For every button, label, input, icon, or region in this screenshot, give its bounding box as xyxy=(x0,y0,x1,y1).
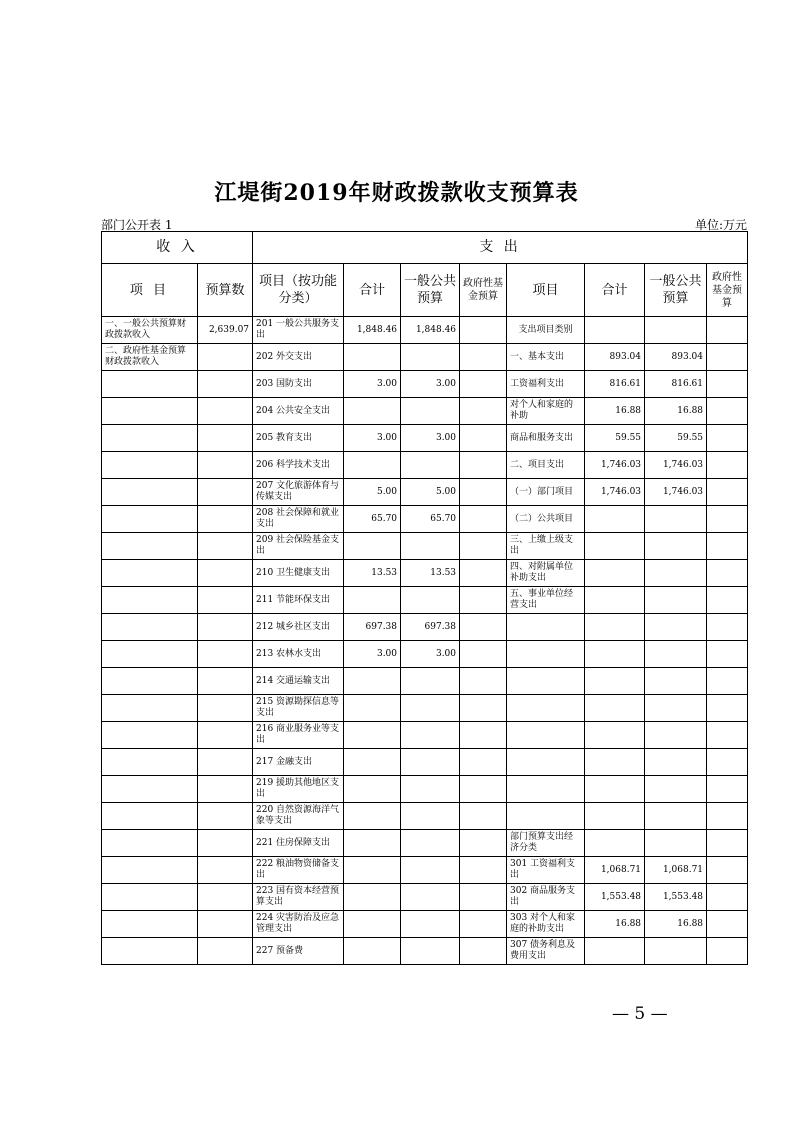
cell-econ-total xyxy=(585,830,645,857)
cell-econ-general: 893.04 xyxy=(645,344,707,371)
cell-econ-fund xyxy=(707,695,748,722)
cell-func-total: 5.00 xyxy=(344,479,401,506)
cell-econ-total: 1,068.71 xyxy=(585,857,645,884)
table-row xyxy=(102,641,748,668)
cell-func-total: 1,848.46 xyxy=(344,317,401,344)
table-row xyxy=(102,317,748,344)
cell-func-general xyxy=(401,749,460,776)
cell-econ-fund xyxy=(707,641,748,668)
cell-func-general xyxy=(401,884,460,911)
cell-func-item: 214 交通运输支出 xyxy=(253,668,344,695)
cell-econ-item: 307 债务利息及费用支出 xyxy=(507,938,585,965)
cell-func-item: 201 一般公共服务支出 xyxy=(253,317,344,344)
cell-func-fund xyxy=(460,560,507,587)
table-row xyxy=(102,371,748,398)
cell-econ-total xyxy=(585,614,645,641)
table-row xyxy=(102,911,748,938)
cell-func-item: 221 住房保障支出 xyxy=(253,830,344,857)
cell-income-item xyxy=(102,776,198,803)
cell-func-general: 1,848.46 xyxy=(401,317,460,344)
cell-econ-item: 商品和服务支出 xyxy=(507,425,585,452)
cell-income-item xyxy=(102,749,198,776)
cell-func-general xyxy=(401,533,460,560)
cell-func-general xyxy=(401,911,460,938)
cell-econ-total xyxy=(585,722,645,749)
cell-econ-fund xyxy=(707,317,748,344)
cell-econ-item: 三、上缴上级支出 xyxy=(507,533,585,560)
cell-econ-item xyxy=(507,803,585,830)
cell-econ-total xyxy=(585,533,645,560)
cell-econ-general xyxy=(645,938,707,965)
cell-econ-general xyxy=(645,830,707,857)
cell-func-fund xyxy=(460,803,507,830)
cell-income-budget xyxy=(198,803,253,830)
cell-func-item: 205 教育支出 xyxy=(253,425,344,452)
cell-econ-fund xyxy=(707,830,748,857)
cell-income-budget xyxy=(198,425,253,452)
cell-econ-item: （二）公共项目 xyxy=(507,506,585,533)
table-row xyxy=(102,830,748,857)
cell-econ-total xyxy=(585,938,645,965)
cell-econ-total xyxy=(585,587,645,614)
cell-func-item: 227 预备费 xyxy=(253,938,344,965)
cell-income-budget xyxy=(198,857,253,884)
cell-func-general xyxy=(401,830,460,857)
cell-econ-item xyxy=(507,776,585,803)
cell-income-item xyxy=(102,911,198,938)
cell-econ-general: 1,553.48 xyxy=(645,884,707,911)
cell-econ-fund xyxy=(707,479,748,506)
cell-income-item xyxy=(102,479,198,506)
cell-econ-item xyxy=(507,749,585,776)
cell-func-fund xyxy=(460,884,507,911)
cell-func-total: 13.53 xyxy=(344,560,401,587)
cell-econ-total: 16.88 xyxy=(585,911,645,938)
cell-econ-total xyxy=(585,317,645,344)
cell-func-total xyxy=(344,857,401,884)
cell-income-budget xyxy=(198,695,253,722)
cell-func-item: 220 自然资源海洋气象等支出 xyxy=(253,803,344,830)
cell-income-budget xyxy=(198,371,253,398)
cell-econ-total xyxy=(585,695,645,722)
cell-econ-item: 对个人和家庭的补助 xyxy=(507,398,585,425)
cell-econ-total: 816.61 xyxy=(585,371,645,398)
cell-func-total: 65.70 xyxy=(344,506,401,533)
table-row xyxy=(102,560,748,587)
cell-func-general xyxy=(401,695,460,722)
cell-func-item: 222 粮油物资储备支出 xyxy=(253,857,344,884)
cell-func-general xyxy=(401,344,460,371)
cell-econ-general: 59.55 xyxy=(645,425,707,452)
cell-func-total xyxy=(344,587,401,614)
table-row xyxy=(102,884,748,911)
cell-func-general xyxy=(401,776,460,803)
cell-econ-general: 16.88 xyxy=(645,911,707,938)
cell-func-general: 13.53 xyxy=(401,560,460,587)
cell-func-fund xyxy=(460,830,507,857)
cell-income-budget xyxy=(198,398,253,425)
cell-income-item xyxy=(102,587,198,614)
cell-func-total xyxy=(344,884,401,911)
cell-econ-fund xyxy=(707,425,748,452)
cell-econ-general xyxy=(645,803,707,830)
income-group-header: 收 入 xyxy=(102,232,253,264)
cell-econ-general xyxy=(645,722,707,749)
cell-income-item xyxy=(102,830,198,857)
cell-func-general xyxy=(401,452,460,479)
table-row xyxy=(102,344,748,371)
cell-func-total: 3.00 xyxy=(344,641,401,668)
cell-econ-general: 1,746.03 xyxy=(645,479,707,506)
cell-income-budget xyxy=(198,479,253,506)
cell-econ-general xyxy=(645,533,707,560)
cell-econ-general xyxy=(645,668,707,695)
cell-econ-total xyxy=(585,776,645,803)
cell-econ-total: 1,553.48 xyxy=(585,884,645,911)
cell-econ-fund xyxy=(707,371,748,398)
table-row xyxy=(102,695,748,722)
table-row xyxy=(102,452,748,479)
cell-income-budget xyxy=(198,641,253,668)
table-row xyxy=(102,938,748,965)
cell-func-fund xyxy=(460,344,507,371)
cell-income-budget xyxy=(198,614,253,641)
table-code: 部门公开表 1 xyxy=(101,218,173,232)
cell-econ-general xyxy=(645,776,707,803)
cell-econ-total xyxy=(585,560,645,587)
cell-econ-fund xyxy=(707,587,748,614)
cell-func-fund xyxy=(460,749,507,776)
cell-econ-fund xyxy=(707,344,748,371)
cell-func-total: 3.00 xyxy=(344,371,401,398)
col-econ-general: 一般公共预算 xyxy=(645,264,707,317)
table-row xyxy=(102,479,748,506)
cell-func-item: 210 卫生健康支出 xyxy=(253,560,344,587)
cell-econ-general: 1,746.03 xyxy=(645,452,707,479)
cell-econ-fund xyxy=(707,722,748,749)
cell-func-fund xyxy=(460,587,507,614)
cell-func-item: 213 农林水支出 xyxy=(253,641,344,668)
cell-func-fund xyxy=(460,425,507,452)
cell-func-fund xyxy=(460,452,507,479)
cell-econ-item: （一）部门项目 xyxy=(507,479,585,506)
cell-econ-general xyxy=(645,749,707,776)
cell-econ-total: 893.04 xyxy=(585,344,645,371)
cell-func-total xyxy=(344,344,401,371)
cell-income-budget xyxy=(198,911,253,938)
cell-income-item: 一、一般公共预算财政拨款收入 xyxy=(102,317,198,344)
cell-func-item: 212 城乡社区支出 xyxy=(253,614,344,641)
cell-econ-general xyxy=(645,614,707,641)
cell-func-total xyxy=(344,911,401,938)
cell-econ-item: 支出项目类别 xyxy=(507,317,585,344)
cell-income-item xyxy=(102,641,198,668)
cell-econ-item: 部门预算支出经济分类 xyxy=(507,830,585,857)
table-row xyxy=(102,533,748,560)
cell-econ-general xyxy=(645,560,707,587)
cell-func-item: 204 公共安全支出 xyxy=(253,398,344,425)
cell-func-fund xyxy=(460,668,507,695)
cell-income-item xyxy=(102,614,198,641)
cell-econ-fund xyxy=(707,803,748,830)
cell-econ-fund xyxy=(707,911,748,938)
cell-econ-general xyxy=(645,587,707,614)
cell-econ-total: 59.55 xyxy=(585,425,645,452)
cell-func-general: 65.70 xyxy=(401,506,460,533)
cell-func-total xyxy=(344,668,401,695)
cell-func-total xyxy=(344,695,401,722)
cell-func-item: 203 国防支出 xyxy=(253,371,344,398)
cell-econ-fund xyxy=(707,452,748,479)
table-row xyxy=(102,776,748,803)
cell-econ-total: 1,746.03 xyxy=(585,479,645,506)
cell-econ-item: 303 对个人和家庭的补助支出 xyxy=(507,911,585,938)
cell-econ-total xyxy=(585,641,645,668)
expense-group-header: 支 出 xyxy=(253,232,748,264)
table-row xyxy=(102,506,748,533)
column-header-row xyxy=(102,264,748,317)
cell-func-total xyxy=(344,398,401,425)
table-row xyxy=(102,722,748,749)
col-econ-total: 合计 xyxy=(585,264,645,317)
cell-econ-item: 工资福利支出 xyxy=(507,371,585,398)
cell-func-total xyxy=(344,722,401,749)
cell-econ-item xyxy=(507,614,585,641)
cell-func-fund xyxy=(460,479,507,506)
table-row xyxy=(102,749,748,776)
cell-func-total xyxy=(344,830,401,857)
cell-func-total: 3.00 xyxy=(344,425,401,452)
cell-func-general xyxy=(401,938,460,965)
cell-func-general: 3.00 xyxy=(401,425,460,452)
table-row xyxy=(102,614,748,641)
cell-econ-fund xyxy=(707,533,748,560)
cell-func-item: 223 国有资本经营预算支出 xyxy=(253,884,344,911)
cell-income-item xyxy=(102,533,198,560)
cell-func-item: 215 资源勘探信息等支出 xyxy=(253,695,344,722)
cell-func-item: 207 文化旅游体育与传媒支出 xyxy=(253,479,344,506)
cell-econ-item xyxy=(507,695,585,722)
cell-econ-total xyxy=(585,803,645,830)
cell-func-fund xyxy=(460,938,507,965)
cell-func-fund xyxy=(460,641,507,668)
cell-income-budget: 2,639.07 xyxy=(198,317,253,344)
cell-income-budget xyxy=(198,776,253,803)
cell-econ-fund xyxy=(707,614,748,641)
cell-econ-general: 16.88 xyxy=(645,398,707,425)
cell-func-general xyxy=(401,857,460,884)
cell-econ-fund xyxy=(707,398,748,425)
cell-func-total xyxy=(344,452,401,479)
cell-econ-general xyxy=(645,317,707,344)
col-func-fund: 政府性基金预算 xyxy=(460,264,507,317)
col-func-item: 项目（按功能分类） xyxy=(253,264,344,317)
table-row xyxy=(102,803,748,830)
cell-econ-total: 16.88 xyxy=(585,398,645,425)
cell-econ-total xyxy=(585,749,645,776)
cell-income-item xyxy=(102,560,198,587)
cell-econ-fund xyxy=(707,749,748,776)
cell-income-budget xyxy=(198,506,253,533)
cell-income-budget xyxy=(198,938,253,965)
budget-table xyxy=(101,231,748,965)
table-row xyxy=(102,587,748,614)
table-row xyxy=(102,398,748,425)
cell-func-general xyxy=(401,587,460,614)
cell-econ-fund xyxy=(707,884,748,911)
cell-econ-fund xyxy=(707,776,748,803)
cell-func-fund xyxy=(460,614,507,641)
page-title: 江堤街2019年财政拨款收支预算表 xyxy=(214,180,579,206)
cell-econ-fund xyxy=(707,506,748,533)
cell-income-item xyxy=(102,803,198,830)
cell-func-item: 209 社会保险基金支出 xyxy=(253,533,344,560)
cell-income-budget xyxy=(198,749,253,776)
col-econ-fund: 政府性基金预算 xyxy=(707,264,748,317)
cell-income-item xyxy=(102,695,198,722)
col-func-total: 合计 xyxy=(344,264,401,317)
cell-income-item xyxy=(102,884,198,911)
cell-econ-item: 二、项目支出 xyxy=(507,452,585,479)
col-econ-item: 项目 xyxy=(507,264,585,317)
cell-func-item: 206 科学技术支出 xyxy=(253,452,344,479)
table-row xyxy=(102,668,748,695)
cell-econ-item: 五、事业单位经营支出 xyxy=(507,587,585,614)
cell-func-general: 5.00 xyxy=(401,479,460,506)
group-header-row xyxy=(102,232,748,264)
cell-func-fund xyxy=(460,398,507,425)
cell-func-fund xyxy=(460,533,507,560)
cell-income-budget xyxy=(198,830,253,857)
col-income-item: 项 目 xyxy=(102,264,198,317)
cell-func-item: 216 商业服务业等支出 xyxy=(253,722,344,749)
cell-econ-fund xyxy=(707,668,748,695)
cell-econ-general: 816.61 xyxy=(645,371,707,398)
cell-income-item xyxy=(102,452,198,479)
cell-income-item xyxy=(102,371,198,398)
cell-func-general xyxy=(401,803,460,830)
cell-income-item xyxy=(102,668,198,695)
cell-func-fund xyxy=(460,317,507,344)
cell-income-item xyxy=(102,398,198,425)
cell-func-item: 202 外交支出 xyxy=(253,344,344,371)
cell-func-item: 224 灾害防治及应急管理支出 xyxy=(253,911,344,938)
cell-econ-total: 1,746.03 xyxy=(585,452,645,479)
cell-income-item xyxy=(102,722,198,749)
cell-func-total xyxy=(344,803,401,830)
cell-func-fund xyxy=(460,722,507,749)
cell-func-item: 208 社会保障和就业支出 xyxy=(253,506,344,533)
cell-func-item: 219 援助其他地区支出 xyxy=(253,776,344,803)
cell-income-budget xyxy=(198,884,253,911)
cell-econ-item xyxy=(507,641,585,668)
cell-func-total: 697.38 xyxy=(344,614,401,641)
cell-income-item xyxy=(102,425,198,452)
cell-econ-item xyxy=(507,668,585,695)
cell-income-budget xyxy=(198,668,253,695)
cell-income-item xyxy=(102,506,198,533)
col-func-general: 一般公共预算 xyxy=(401,264,460,317)
cell-econ-item: 四、对附属单位补助支出 xyxy=(507,560,585,587)
table-row xyxy=(102,857,748,884)
cell-func-fund xyxy=(460,695,507,722)
cell-func-general xyxy=(401,722,460,749)
cell-func-general: 3.00 xyxy=(401,371,460,398)
cell-econ-total xyxy=(585,506,645,533)
cell-econ-fund xyxy=(707,857,748,884)
cell-func-item: 211 节能环保支出 xyxy=(253,587,344,614)
cell-func-general: 697.38 xyxy=(401,614,460,641)
cell-func-fund xyxy=(460,857,507,884)
cell-econ-general xyxy=(645,695,707,722)
cell-income-budget xyxy=(198,533,253,560)
cell-func-total xyxy=(344,938,401,965)
cell-econ-item: 302 商品服务支出 xyxy=(507,884,585,911)
cell-func-general xyxy=(401,668,460,695)
cell-func-total xyxy=(344,776,401,803)
cell-econ-total xyxy=(585,668,645,695)
cell-income-budget xyxy=(198,560,253,587)
table-body xyxy=(102,232,748,965)
cell-econ-general xyxy=(645,641,707,668)
cell-func-item: 217 金融支出 xyxy=(253,749,344,776)
cell-func-fund xyxy=(460,911,507,938)
cell-income-budget xyxy=(198,344,253,371)
cell-econ-item: 一、基本支出 xyxy=(507,344,585,371)
table-row xyxy=(102,425,748,452)
cell-func-general xyxy=(401,398,460,425)
cell-econ-fund xyxy=(707,938,748,965)
cell-func-general: 3.00 xyxy=(401,641,460,668)
cell-econ-general xyxy=(645,506,707,533)
cell-func-total xyxy=(344,749,401,776)
cell-func-fund xyxy=(460,776,507,803)
cell-income-budget xyxy=(198,587,253,614)
cell-income-budget xyxy=(198,722,253,749)
cell-econ-general: 1,068.71 xyxy=(645,857,707,884)
cell-income-item xyxy=(102,857,198,884)
cell-econ-item xyxy=(507,722,585,749)
cell-econ-item: 301 工资福利支出 xyxy=(507,857,585,884)
cell-func-total xyxy=(344,533,401,560)
cell-func-fund xyxy=(460,506,507,533)
cell-func-fund xyxy=(460,371,507,398)
unit-label: 单位:万元 xyxy=(694,218,747,232)
cell-income-item: 二、政府性基金预算财政拨款收入 xyxy=(102,344,198,371)
col-income-budget: 预算数 xyxy=(198,264,253,317)
page-number: — 5 — xyxy=(612,1004,668,1024)
cell-income-item xyxy=(102,938,198,965)
cell-income-budget xyxy=(198,452,253,479)
cell-econ-fund xyxy=(707,560,748,587)
